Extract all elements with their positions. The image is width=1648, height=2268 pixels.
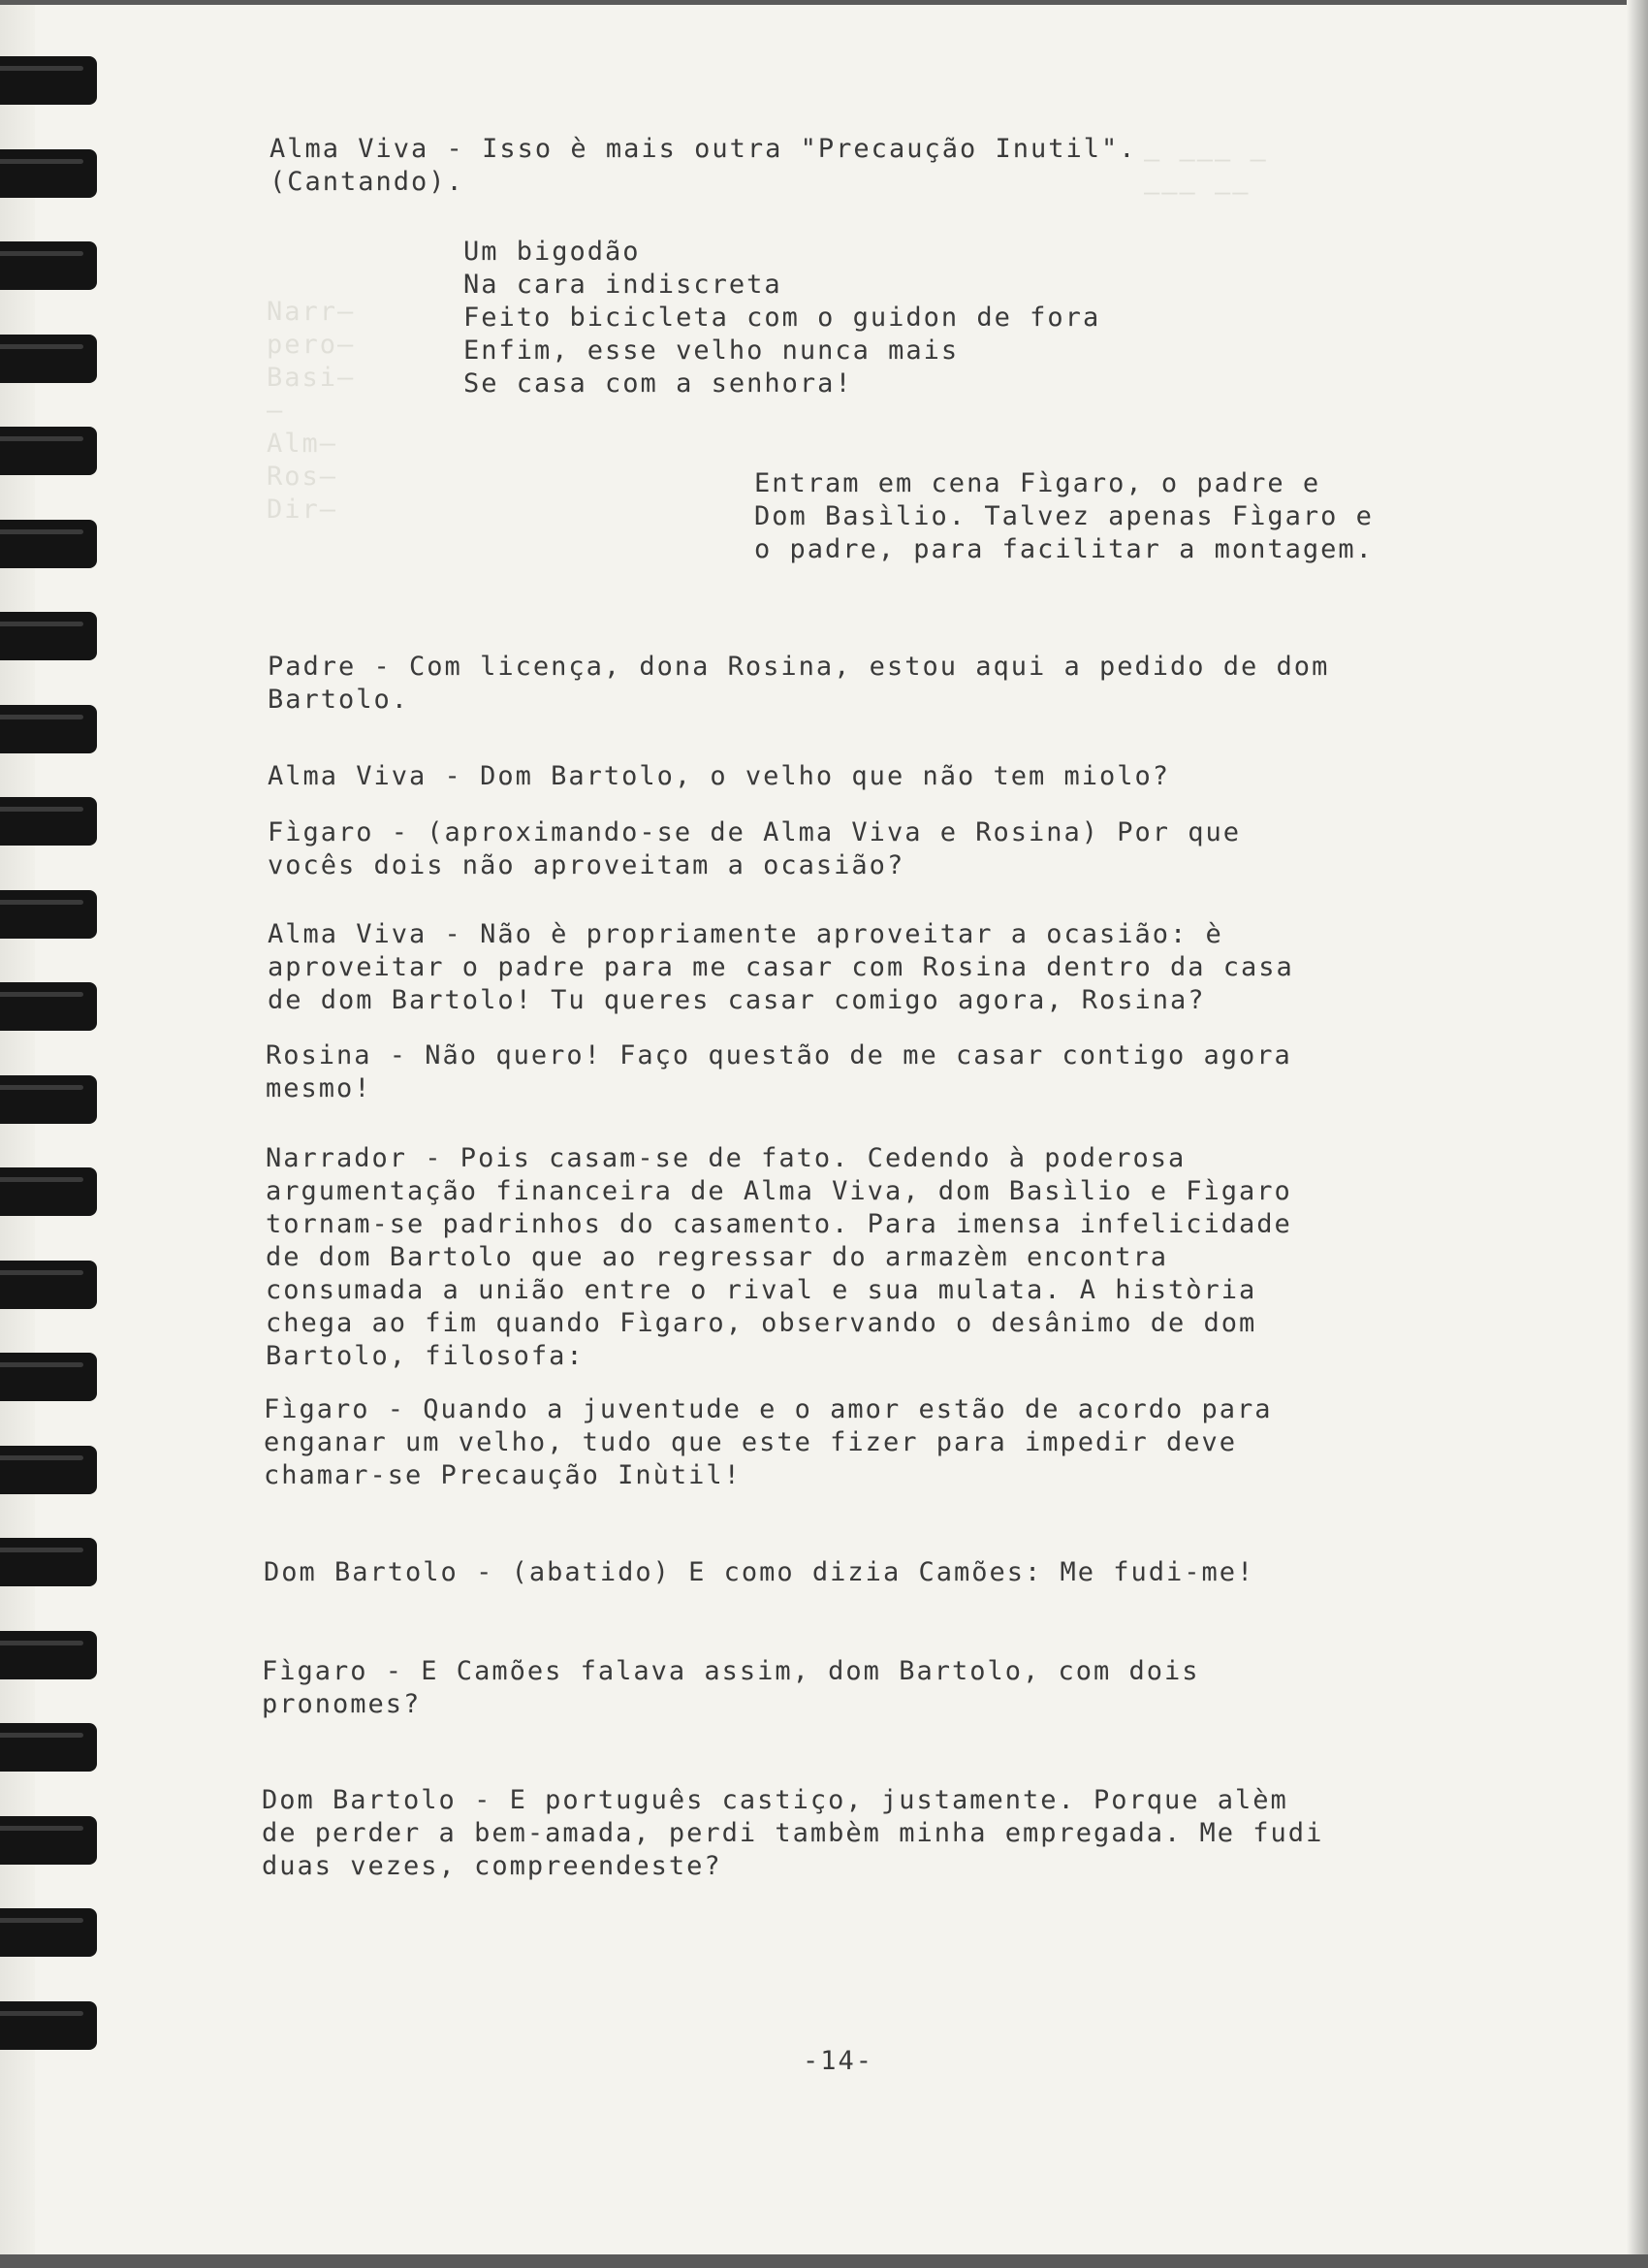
dialogue-rosina: Rosina - Não quero! Faço questão de me casar contigo agora mesmo! xyxy=(266,1040,1292,1103)
binding-ring xyxy=(0,241,97,290)
dialogue-alma-viva-1: Alma Viva - Isso è mais outra "Precaução Inutil". (Cantando). xyxy=(269,134,1137,197)
binding-ring xyxy=(0,520,97,568)
dialogue-figaro-3: Fìgaro - E Camões falava assim, dom Bartolo, com dois pronomes? xyxy=(262,1656,1200,1719)
dialogue-alma-viva-3: Alma Viva - Não è propriamente aproveitar a ocasião: è aproveitar o padre para me casar com Rosina dentro da casa de dom Bartolo! Tu queres casar comigo agora, Rosina? xyxy=(268,919,1294,1015)
binding-ring xyxy=(0,1261,97,1309)
binding-ring xyxy=(0,56,97,105)
dialogue-figaro-2: Fìgaro - Quando a juventude e o amor estão de acordo para enganar um velho, tudo que este fizer para impedir deve chamar-se Precaução Inùtil! xyxy=(264,1394,1273,1490)
spiral-binding xyxy=(0,0,107,2268)
binding-ring xyxy=(0,1816,97,1865)
dialogue-alma-viva-2: Alma Viva - Dom Bartolo, o velho que não tem miolo? xyxy=(268,761,1171,791)
scan-edge-top xyxy=(0,0,1648,5)
narrator-paragraph: Narrador - Pois casam-se de fato. Cedendo à poderosa argumentação financeira de Alma Viva, dom Basìlio e Fìgaro tornam-se padrinhos do casamento. Para imensa infelicidade de dom Bartolo que ao regressar do armazèm encontra consumada a união entre o rival e sua mulata. A història chega ao fim quando Fìgaro, observando o desânimo de dom Bartolo, filosofa: xyxy=(266,1143,1292,1371)
bleed-through-text: Narr— pero— Basi— — Alm— Ros— Dir— xyxy=(267,297,356,525)
binding-ring xyxy=(0,982,97,1031)
binding-ring xyxy=(0,149,97,198)
dialogue-dom-bartolo-1: Dom Bartolo - (abatido) E como dizia Camões: Me fudi-me! xyxy=(264,1557,1255,1587)
binding-ring xyxy=(0,335,97,383)
binding-ring xyxy=(0,797,97,846)
binding-ring xyxy=(0,1723,97,1772)
dialogue-padre: Padre - Com licença, dona Rosina, estou aqui a pedido de dom Bartolo. xyxy=(268,652,1330,715)
binding-ring xyxy=(0,2001,97,2050)
binding-ring xyxy=(0,1631,97,1679)
bleed-through-text: — ——— — ——— —— xyxy=(1144,144,1268,208)
binding-ring xyxy=(0,1075,97,1124)
dialogue-figaro-1: Fìgaro - (aproximando-se de Alma Viva e Rosina) Por que vocês dois não aproveitam a ocasião? xyxy=(268,817,1242,880)
binding-ring xyxy=(0,1353,97,1401)
page-number: -14- xyxy=(803,2046,874,2076)
binding-ring xyxy=(0,427,97,475)
scan-edge-bottom xyxy=(0,2254,1648,2268)
song-lyrics: Um bigodão Na cara indiscreta Feito bicicleta com o guidon de fora Enfim, esse velho nunca mais Se casa com a senhora! xyxy=(463,237,1101,399)
binding-ring xyxy=(0,1446,97,1494)
stage-direction: Entram em cena Fìgaro, o padre e Dom Basìlio. Talvez apenas Fìgaro e o padre, para facilitar a montagem. xyxy=(754,468,1374,564)
binding-ring xyxy=(0,1538,97,1586)
dialogue-dom-bartolo-2: Dom Bartolo - E português castiço, justamente. Porque alèm de perder a bem-amada, perdi tambèm minha empregada. Me fudi duas vezes, compreendeste? xyxy=(262,1785,1324,1881)
scan-edge-right xyxy=(1627,0,1648,2268)
binding-ring xyxy=(0,705,97,753)
binding-ring xyxy=(0,890,97,939)
binding-ring xyxy=(0,612,97,660)
binding-ring xyxy=(0,1908,97,1957)
binding-ring xyxy=(0,1167,97,1216)
